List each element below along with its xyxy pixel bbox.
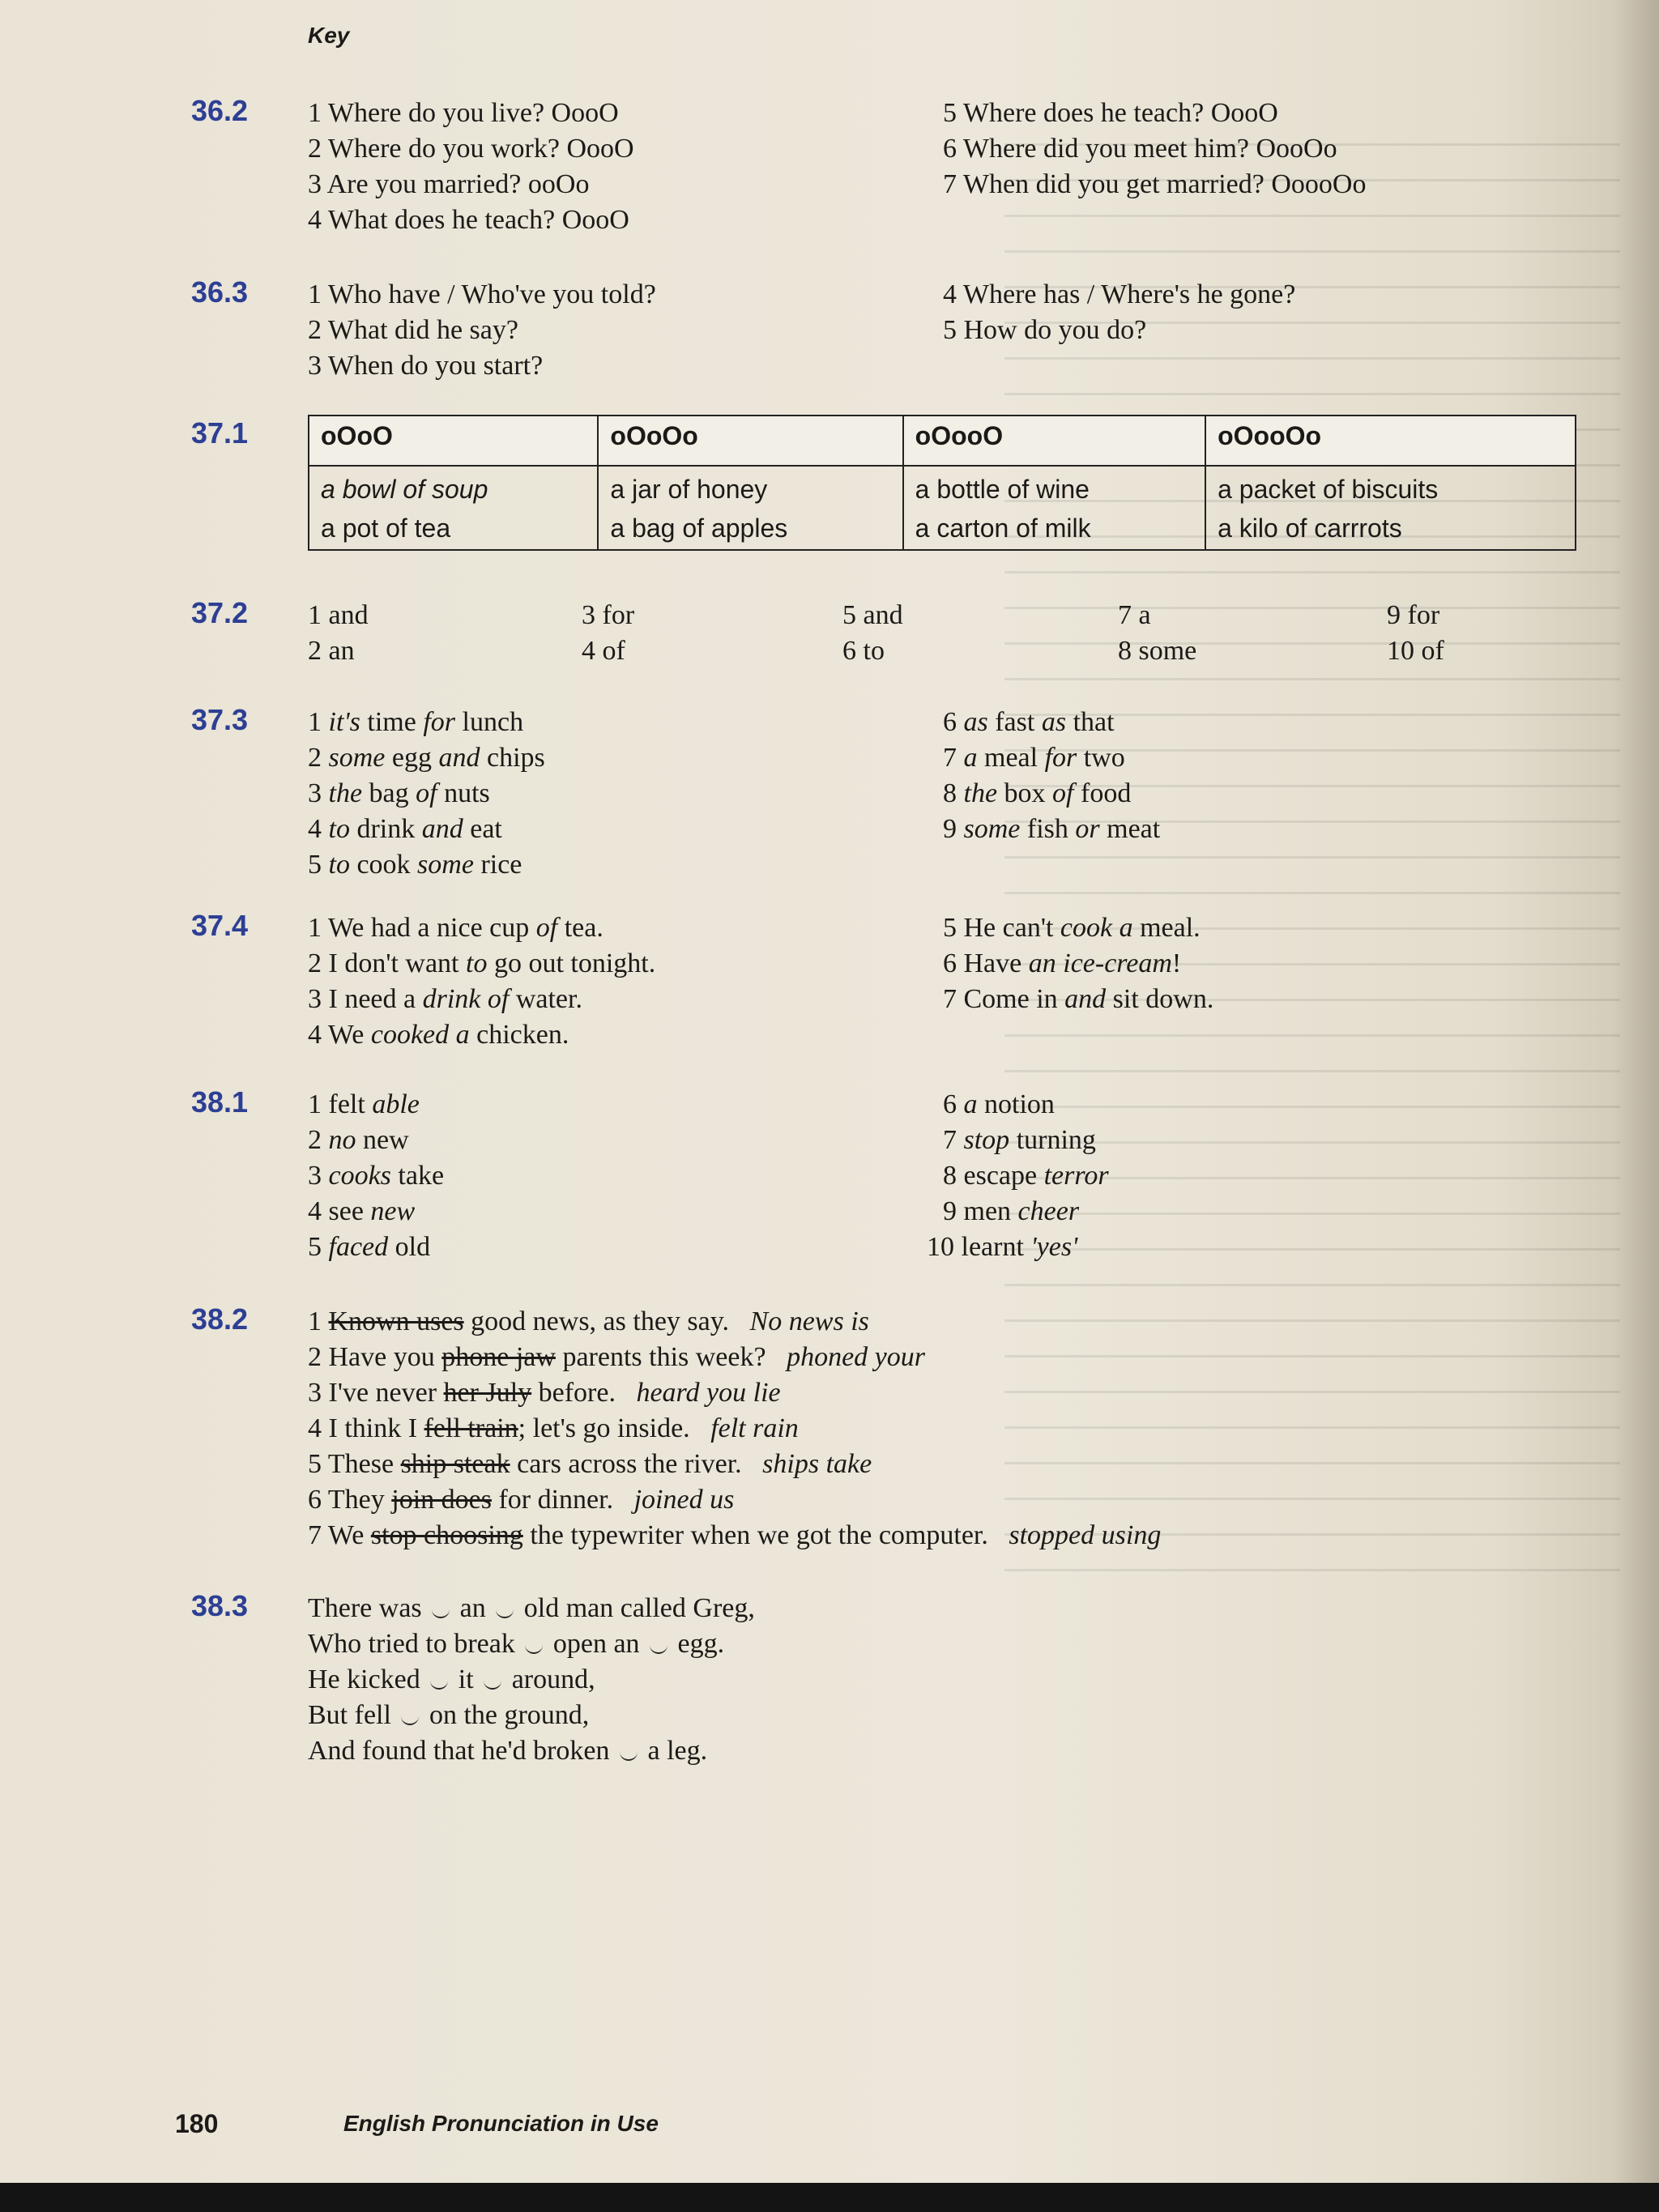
- answer-line: 1 Where do you live? OooO: [308, 98, 619, 128]
- linking-mark: [620, 1750, 638, 1761]
- answer-line: 6 a notion: [943, 1089, 1055, 1119]
- answer-line: 3 When do you start?: [308, 351, 544, 381]
- linking-mark: [484, 1678, 501, 1690]
- section-38-2-label: 38.2: [191, 1302, 249, 1336]
- answer-line: 7 stop turning: [943, 1125, 1096, 1155]
- answer-line: 3 I need a drink of water.: [308, 984, 582, 1014]
- table-cell: a bottle of wine: [903, 466, 1205, 509]
- table-row: [309, 466, 1576, 509]
- cell-text: a bowl of soup: [321, 475, 488, 504]
- answer-line: 2 Have you phone jaw parents this week? phoned your: [308, 1342, 925, 1372]
- table-cell: a jar of honey: [598, 466, 902, 509]
- answer-item: 2 an: [308, 636, 355, 666]
- page-number: 180: [175, 2109, 219, 2138]
- answer-line: 5 How do you do?: [943, 315, 1147, 345]
- answer-line: 5 Where does he teach? OooO: [943, 98, 1278, 128]
- answer-item: 8 some: [1118, 636, 1197, 666]
- poem-line: But fell on the ground,: [308, 1700, 590, 1730]
- table-header: oOooOo: [1205, 416, 1576, 466]
- answer-line: 1 Known uses good news, as they say. No news is: [308, 1306, 869, 1336]
- poem-line: And found that he'd broken a leg.: [308, 1736, 708, 1766]
- answer-line: 3 Are you married? ooOo: [308, 169, 590, 199]
- answer-line: 6 Have an ice-cream!: [943, 948, 1182, 978]
- answer-line: 4 Where has / Where's he gone?: [943, 279, 1296, 309]
- answer-line: 5 These ship steak cars across the river. ships take: [308, 1449, 872, 1479]
- answer-item: 4 of: [582, 636, 625, 666]
- answer-line: 2 What did he say?: [308, 315, 518, 345]
- table-header: oOooO: [903, 416, 1205, 466]
- answer-line: 5 faced old: [308, 1232, 431, 1262]
- answer-item: 9 for: [1387, 600, 1440, 630]
- table-header: oOoOo: [598, 416, 902, 466]
- section-38-1-label: 38.1: [191, 1085, 249, 1119]
- table-cell: a kilo of carrrots: [1205, 509, 1576, 550]
- book-title: English Pronunciation in Use: [343, 2111, 659, 2136]
- answer-line: 10 learnt 'yes': [927, 1232, 1078, 1262]
- answer-line: 5 to cook some rice: [308, 850, 522, 880]
- linking-mark: [650, 1643, 667, 1654]
- poem-line: Who tried to break open an egg.: [308, 1629, 725, 1659]
- answer-line: 8 escape terror: [943, 1161, 1109, 1191]
- linking-mark: [496, 1607, 514, 1618]
- answer-line: 4 see new: [308, 1196, 416, 1226]
- answer-line: 5 He can't cook a meal.: [943, 913, 1201, 943]
- answer-line: 6 as fast as that: [943, 707, 1115, 737]
- answer-item: 10 of: [1387, 636, 1444, 666]
- table-row: [309, 509, 1576, 550]
- table-cell: a bag of apples: [598, 509, 902, 550]
- answer-line: 1 felt able: [308, 1089, 420, 1119]
- linking-mark: [432, 1607, 450, 1618]
- answer-line: 7 When did you get married? OoooOo: [943, 169, 1367, 199]
- answer-line: 9 men cheer: [943, 1196, 1080, 1226]
- section-37-4-label: 37.4: [191, 909, 249, 942]
- running-head: Key: [308, 23, 350, 48]
- table-cell: a pot of tea: [309, 509, 598, 550]
- answer-item: 7 a: [1118, 600, 1151, 630]
- table-cell: a carton of milk: [903, 509, 1205, 550]
- section-37-2-label: 37.2: [191, 596, 249, 629]
- answer-line: 2 some egg and chips: [308, 743, 545, 773]
- section-38-3-label: 38.3: [191, 1589, 249, 1622]
- answer-line: 1 Who have / Who've you told?: [308, 279, 656, 309]
- answer-line: 1 We had a nice cup of tea.: [308, 913, 603, 943]
- answer-item: 5 and: [842, 600, 903, 630]
- answer-line: 2 no new: [308, 1125, 409, 1155]
- section-36-2-label: 36.2: [191, 94, 249, 127]
- answer-line: 7 We stop choosing the typewriter when we got the computer. stopped using: [308, 1520, 1162, 1550]
- answer-line: 3 cooks take: [308, 1161, 445, 1191]
- answer-line: 4 What does he teach? OooO: [308, 205, 629, 235]
- table-cell: [309, 466, 598, 509]
- answer-line: 6 They join does for dinner. joined us: [308, 1485, 735, 1515]
- answer-line: 4 to drink and eat: [308, 814, 502, 844]
- poem-line: He kicked it around,: [308, 1664, 595, 1694]
- page-edge-shadow: [1612, 0, 1659, 2212]
- answer-line: 6 Where did you meet him? OooOo: [943, 134, 1337, 164]
- answer-item: 1 and: [308, 600, 369, 630]
- answer-line: 2 I don't want to go out tonight.: [308, 948, 656, 978]
- answer-item: 6 to: [842, 636, 885, 666]
- table-cell: a packet of biscuits: [1205, 466, 1576, 509]
- stress-pattern-table: [308, 415, 1576, 551]
- bottom-edge-bar: [0, 2183, 1659, 2212]
- answer-line: 8 the box of food: [943, 778, 1132, 808]
- answer-line: 7 a meal for two: [943, 743, 1125, 773]
- linking-mark: [525, 1643, 543, 1654]
- answer-line: 3 the bag of nuts: [308, 778, 490, 808]
- section-37-3-label: 37.3: [191, 703, 249, 736]
- answer-line: 4 I think I fell train; let's go inside. felt rain: [308, 1413, 799, 1443]
- table-header-row: [309, 416, 1576, 466]
- answer-line: 3 I've never her July before. heard you lie: [308, 1378, 781, 1408]
- answer-line: 1 it's time for lunch: [308, 707, 524, 737]
- linking-mark: [401, 1714, 419, 1725]
- section-36-3-label: 36.3: [191, 275, 249, 309]
- answer-item: 3 for: [582, 600, 635, 630]
- linking-mark: [430, 1678, 448, 1690]
- poem-line: There was an old man called Greg,: [308, 1593, 755, 1623]
- table-header: oOoO: [309, 416, 598, 466]
- answer-line: 9 some fish or meat: [943, 814, 1161, 844]
- answer-line: 2 Where do you work? OooO: [308, 134, 634, 164]
- section-37-1-label: 37.1: [191, 416, 249, 450]
- answer-line: 4 We cooked a chicken.: [308, 1020, 569, 1050]
- answer-line: 7 Come in and sit down.: [943, 984, 1214, 1014]
